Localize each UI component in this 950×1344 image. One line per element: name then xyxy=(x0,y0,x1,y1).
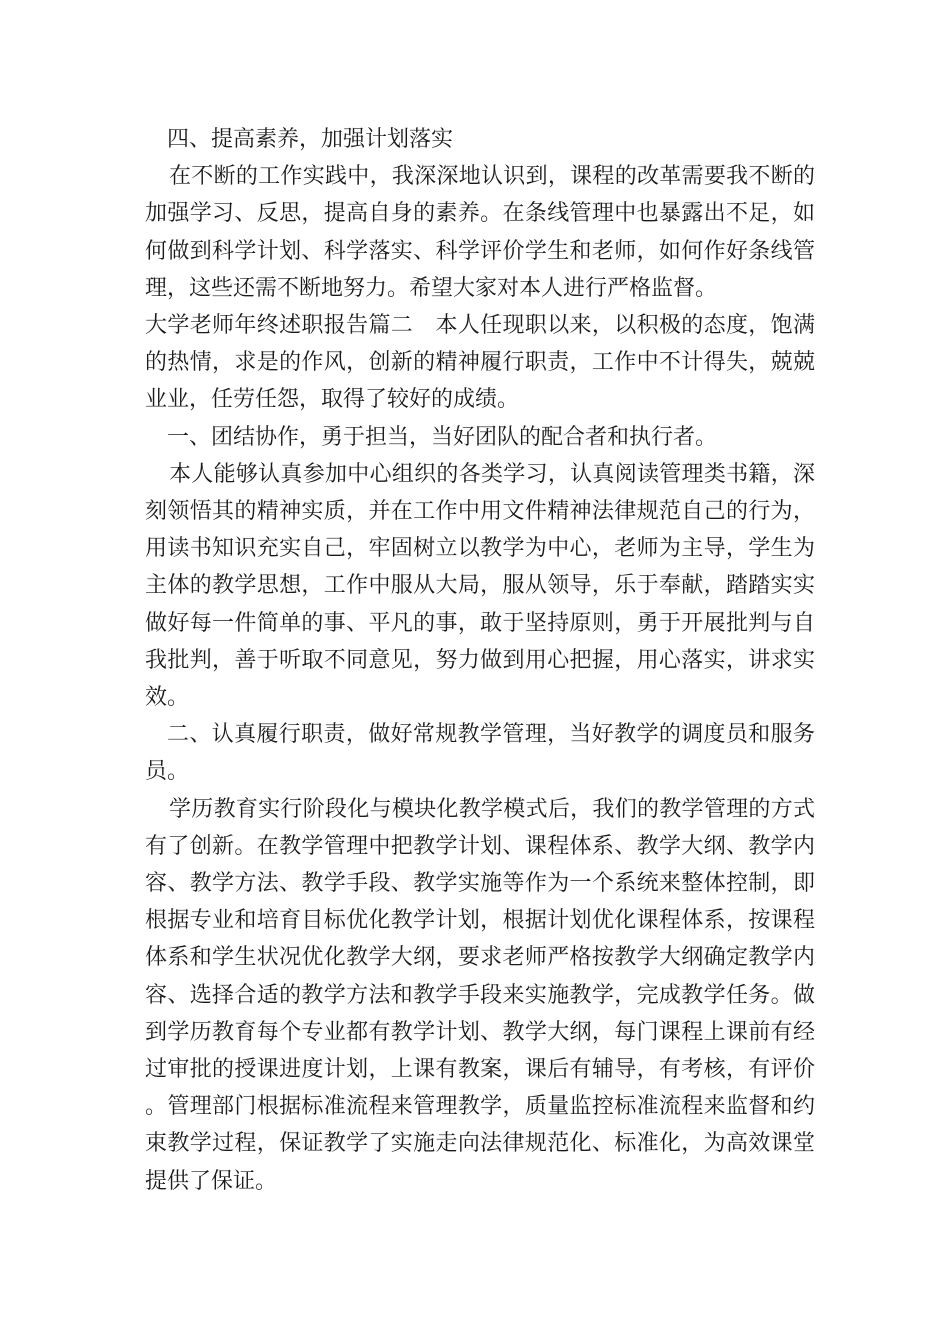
paragraph: 在不断的工作实践中，我深深地认识到，课程的改革需要我不断的加强学习、反思，提高自身的素养。在条线管理中也暴露出不足，如何做到科学计划、科学落实、科学评价学生和老师，如何作好条线管理，这些还需不断地努力。希望大家对本人进行严格监督。 xyxy=(145,164,815,301)
paragraph: 学历教育实行阶段化与模块化教学模式后，我们的教学管理的方式有了创新。在教学管理中把教学计划、课程体系、教学大纲、教学内容、教学方法、教学手段、教学实施等作为一个系统来整体控制，即根据专业和培育目标优化教学计划，根据计划优化课程体系，按课程体系和学生状况优化教学大纲，要求老师严格按教学大纲确定教学内容、选择合适的教学方法和教学手段来实施教学，完成教学任务。做到学历教育每个专业都有教学计划、教学大纲，每门课程上课前有经过审批的授课进度计划，上课有教案，课后有辅导，有考核，有评价。管理部门根据标准流程来管理教学，质量监控标准流程来监督和约束教学过程，保证教学了实施走向法律规范化、标准化，为高效课堂提供了保证。 xyxy=(145,796,815,1194)
document-body xyxy=(145,121,815,1200)
section-heading-two: 二、认真履行职责，做好常规教学管理，当好教学的调度员和服务员。 xyxy=(145,722,815,785)
section-heading-four: 四、提高素养，加强计划落实 xyxy=(167,127,454,152)
paragraph-report-two: 大学老师年终述职报告篇二 本人任现职以来，以积极的态度，饱满的热情，求是的作风，创新的精神履行职责，工作中不计得失，兢兢业业，任劳任怨，取得了较好的成绩。 xyxy=(145,313,815,413)
paragraph: 本人能够认真参加中心组织的各类学习，认真阅读管理类书籍，深刻领悟其的精神实质，并在工作中用文件精神法律规范自己的行为，用读书知识充实自己，牢固树立以教学为中心，老师为主导，学生为主体的教学思想，工作中服从大局，服从领导，乐于奉献，踏踏实实做好每一件简单的事、平凡的事，敢于坚持原则，勇于开展批判与自我批判，善于听取不同意见，努力做到用心把握，用心落实，讲求实效。 xyxy=(145,461,815,711)
section-heading-one: 一、团结协作，勇于担当，当好团队的配合者和执行者。 xyxy=(167,424,718,450)
